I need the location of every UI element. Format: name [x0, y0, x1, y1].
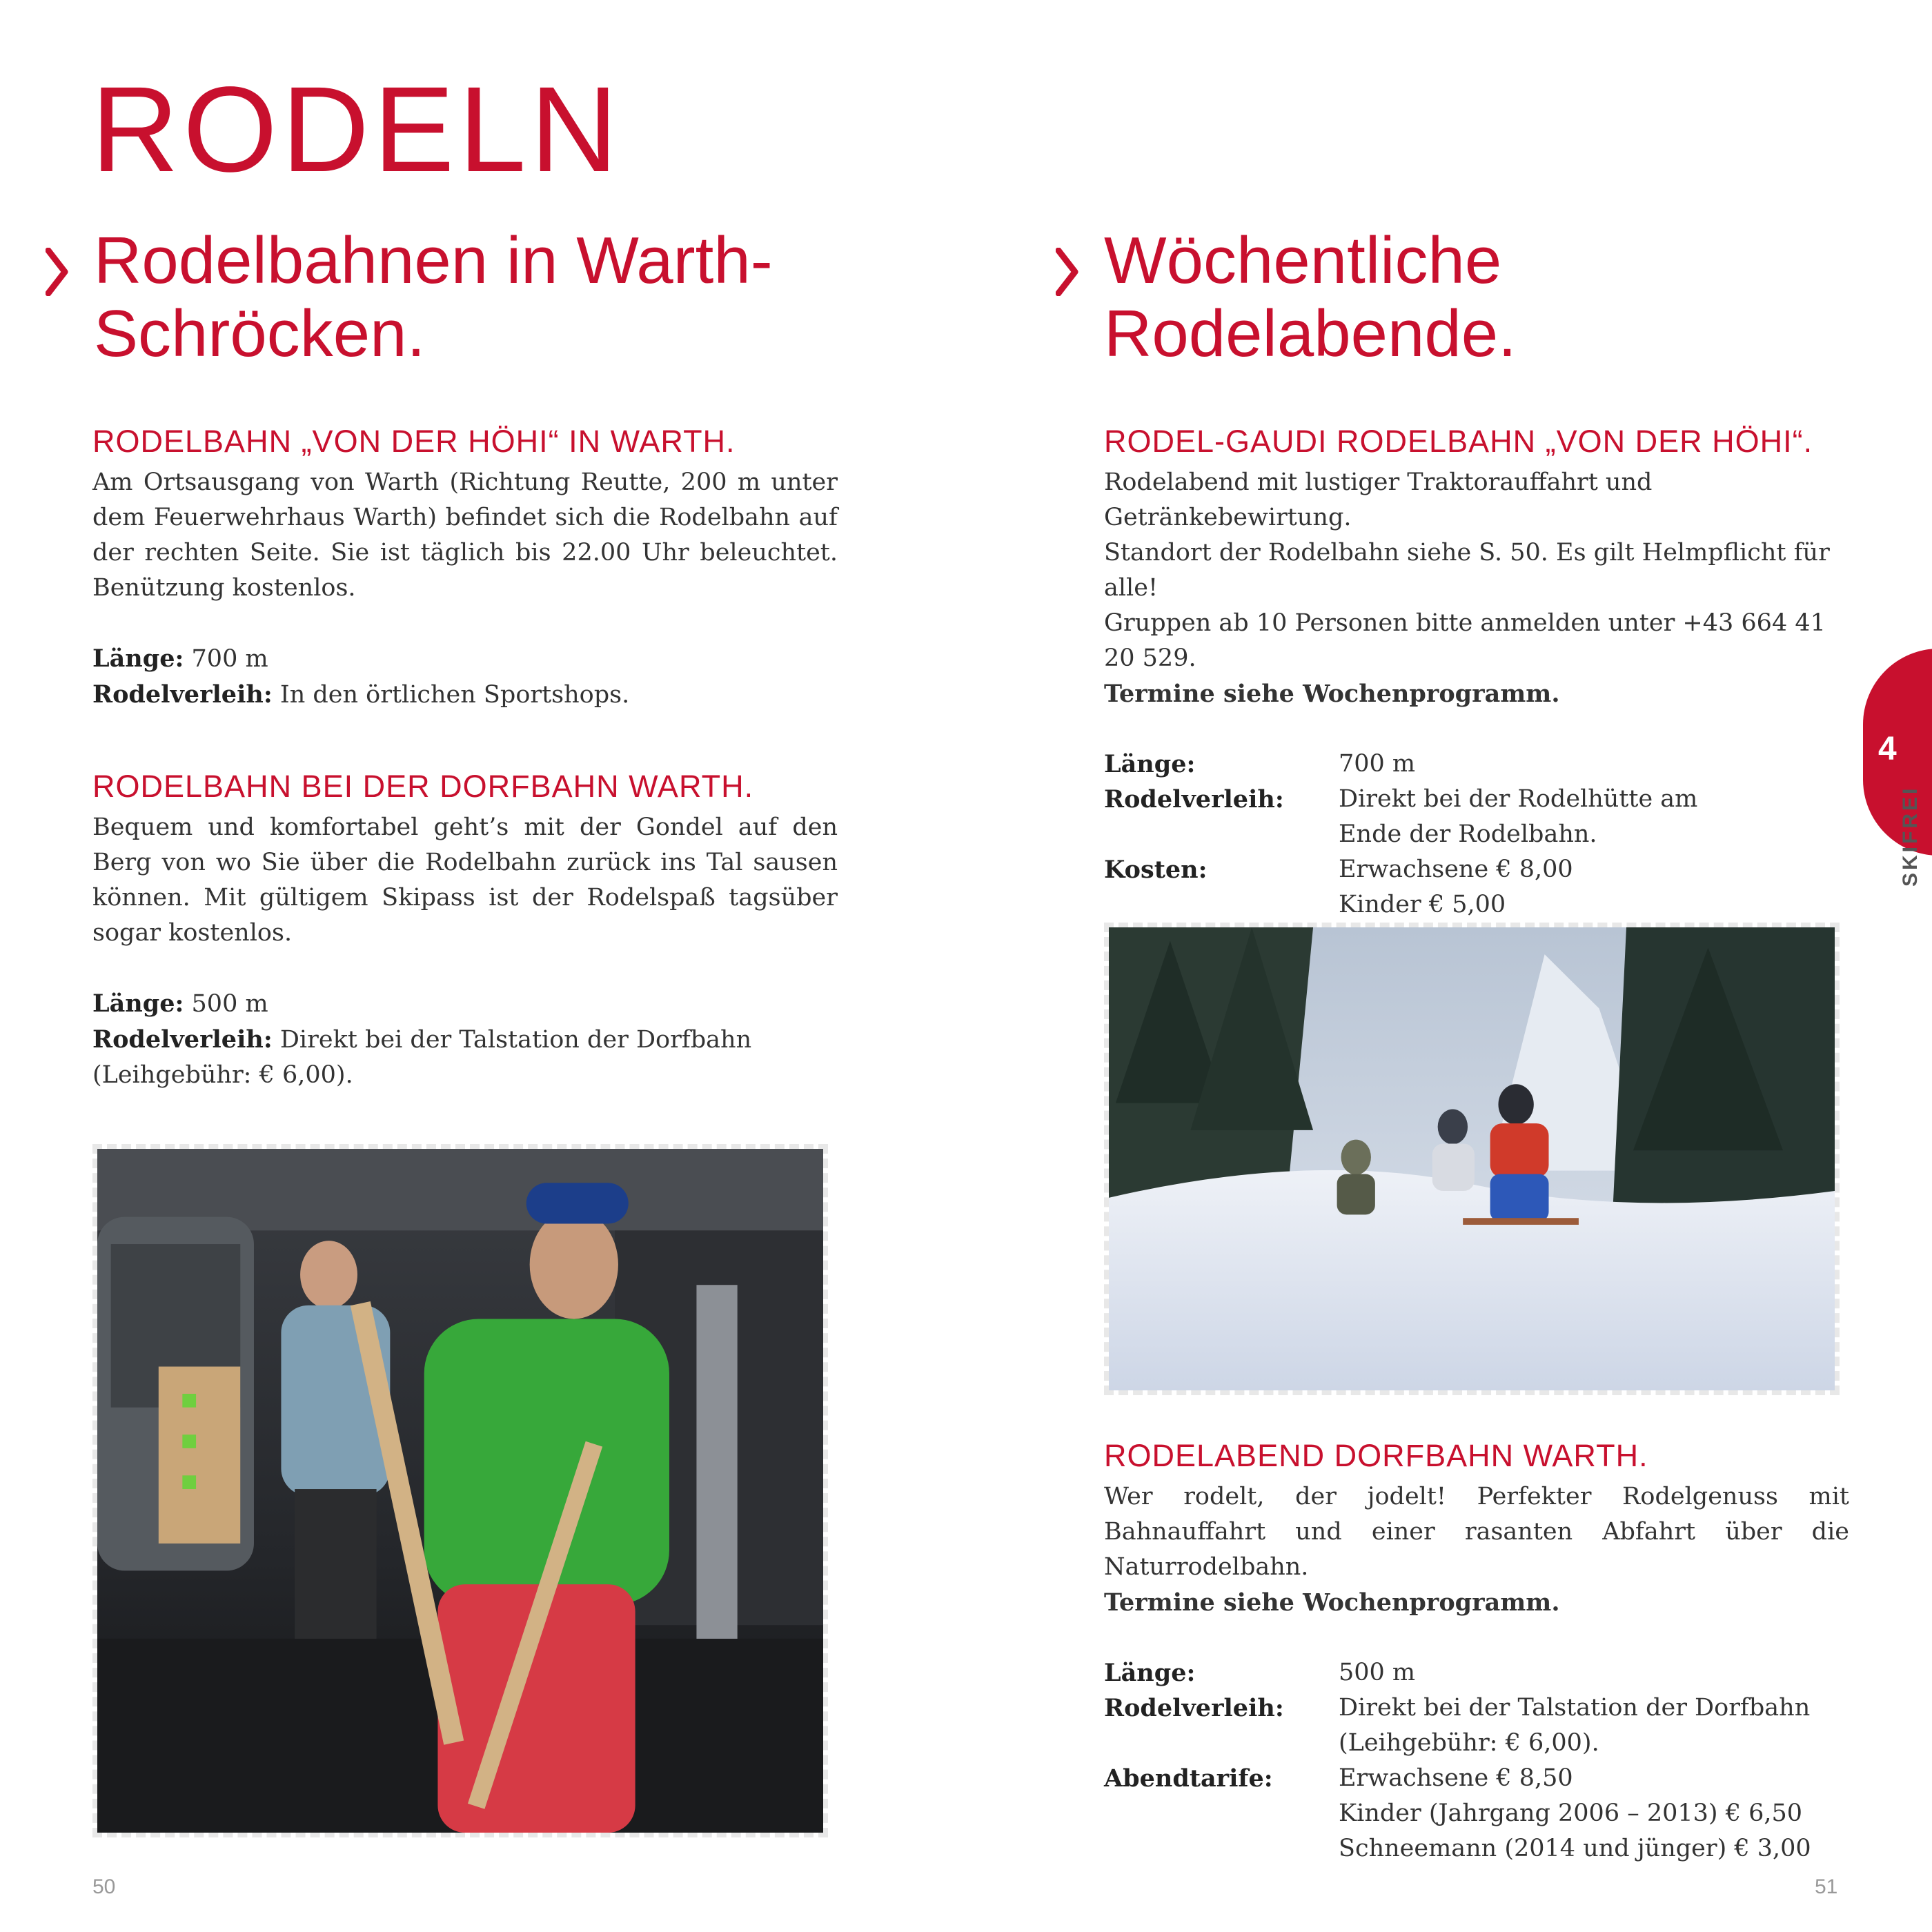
fact-row: [1104, 782, 1751, 817]
fact-value: 700 m: [1339, 750, 1416, 778]
fact-row: [1104, 1655, 1811, 1690]
fact-label: Länge:: [92, 989, 184, 1018]
fact-label: Länge:: [1104, 750, 1196, 778]
facts-table: [1104, 1655, 1811, 1866]
fact-value: Kinder (Jahrgang 2006 – 2013) € 6,50: [1339, 1800, 1803, 1827]
fact-label: Länge:: [1104, 1659, 1196, 1687]
fact-value-continued: (Leihgebühr: € 6,00).: [92, 1061, 353, 1089]
fact-value: Direkt bei der Rodelhütte am: [1339, 785, 1698, 813]
block-description-line: Gruppen ab 10 Personen bitte anmelden unter +43 664 41 20 529.: [1104, 609, 1826, 672]
photo-sledding-group: [1104, 923, 1840, 1395]
block-description: Wer rodelt, der jodelt! Perfekter Rodelgenuss mit Bahnauffahrt und einer rasanten Abfahrt über die Naturrodelbahn.: [1104, 1483, 1849, 1581]
fact-value: 500 m: [1339, 1659, 1416, 1686]
block-description-line: Standort der Rodelbahn siehe S. 50. Es gilt Helmpflicht für alle!: [1104, 539, 1830, 602]
section-title-line: Rodelabende.: [1104, 297, 1517, 371]
photo-man-with-sled: [92, 1144, 828, 1837]
fact-rodelverleih: [92, 1022, 838, 1058]
section-heading-left: [46, 224, 773, 371]
termine-note: Termine siehe Wochenprogramm.: [1104, 1588, 1560, 1617]
fact-row: [1104, 1831, 1811, 1866]
fact-value: Kinder € 5,00: [1339, 891, 1506, 918]
page-number-left: 50: [92, 1875, 116, 1898]
photo-illustration: [97, 1149, 823, 1833]
fact-value: Direkt bei der Talstation der Dorfbahn: [1339, 1694, 1811, 1722]
chevron-right-icon: [46, 248, 69, 296]
section-heading-right: [1056, 224, 1517, 371]
chapter-label: SKIFREI: [1899, 785, 1922, 887]
page-title: RODELN: [91, 62, 622, 197]
fact-value: Erwachsene € 8,00: [1339, 856, 1573, 883]
info-block-dorfbahn: [92, 767, 838, 1093]
fact-label: Rodelverleih:: [1104, 1694, 1284, 1722]
fact-row: [1104, 852, 1751, 887]
chevron-right-icon: [1056, 248, 1079, 296]
block-description: Am Ortsausgang von Warth (Richtung Reutte, 200 m unter dem Feuerwehrhaus Warth) befindet sich die Rodelbahn auf der rechten Seite. Sie ist täglich bis 22.00 Uhr beleuchtet. Benützung kostenlos.: [92, 469, 838, 602]
section-title-line: Schröcken.: [94, 297, 426, 371]
info-block-hoehi: [92, 422, 838, 713]
fact-label: Rodelverleih:: [1104, 785, 1284, 814]
fact-value: (Leihgebühr: € 6,00).: [1339, 1729, 1599, 1757]
fact-value: Ende der Rodelbahn.: [1339, 820, 1597, 848]
fact-label: Rodelverleih:: [92, 680, 273, 709]
section-title-line: Rodelbahnen in Warth-: [94, 224, 773, 297]
fact-value: 700 m: [184, 645, 268, 673]
page-number-right: 51: [1815, 1875, 1838, 1898]
fact-rodelverleih: [92, 677, 838, 713]
info-block-rodelabend-dorfbahn: [1104, 1437, 1849, 1866]
fact-value: Direkt bei der Talstation der Dorfbahn: [272, 1026, 752, 1054]
fact-value: 500 m: [184, 990, 268, 1018]
block-subtitle: RODELABEND DORFBAHN WARTH.: [1104, 1438, 1648, 1473]
fact-row: [1104, 1761, 1811, 1796]
termine-note: Termine siehe Wochenprogramm.: [1104, 680, 1560, 708]
photo-illustration: [1109, 927, 1835, 1390]
fact-laenge: [92, 986, 838, 1022]
block-description: Bequem und komfortabel geht’s mit der Gondel auf den Berg von wo Sie über die Rodelbahn zurück ins Tal sausen können. Mit gültigem Skipass ist der Rodelspaß tagsüber sogar kostenlos.: [92, 814, 838, 947]
fact-row: [1104, 1690, 1811, 1726]
section-title-line: Wöchentliche: [1104, 224, 1502, 297]
fact-label: Rodelverleih:: [92, 1025, 273, 1054]
section-title-left: [94, 224, 773, 371]
block-subtitle: RODELBAHN „VON DER HÖHI“ IN WARTH.: [92, 424, 736, 459]
fact-label: Kosten:: [1104, 856, 1208, 884]
fact-row: [1104, 1796, 1811, 1831]
section-title-right: [1104, 224, 1517, 371]
fact-row: [1104, 1726, 1811, 1761]
fact-label: Abendtarife:: [1104, 1764, 1273, 1793]
block-subtitle: RODEL-GAUDI RODELBAHN „VON DER HÖHI“.: [1104, 424, 1813, 459]
fact-laenge: [92, 641, 838, 677]
info-block-rodel-gaudi: [1104, 422, 1849, 993]
fact-value: Schneemann (2014 und jünger) € 3,00: [1339, 1835, 1811, 1862]
fact-row: [1104, 887, 1751, 923]
fact-row: [1104, 747, 1751, 782]
block-subtitle: RODELBAHN BEI DER DORFBAHN WARTH.: [92, 769, 754, 804]
block-description-line: Rodelabend mit lustiger Traktorauffahrt und Getränkebewirtung.: [1104, 469, 1653, 531]
fact-value: In den örtlichen Sportshops.: [272, 681, 630, 709]
fact-row: [1104, 817, 1751, 852]
fact-value: Erwachsene € 8,50: [1339, 1764, 1573, 1792]
fact-label: Länge:: [92, 644, 184, 673]
chapter-number: 4: [1878, 731, 1897, 767]
